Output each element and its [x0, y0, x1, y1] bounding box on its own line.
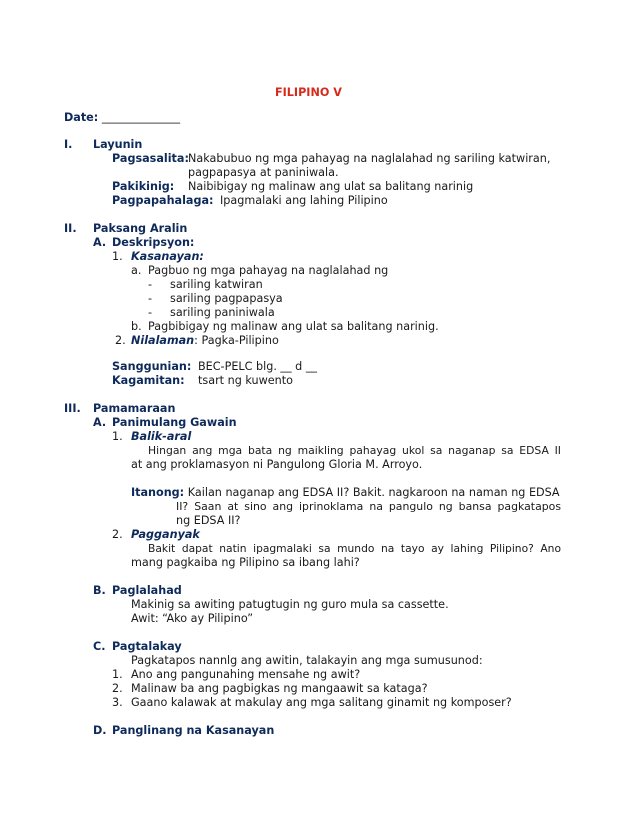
itanong-label: Itanong: [131, 486, 185, 499]
deskripsyon-marker: A. [93, 236, 107, 249]
dash-2: - [148, 292, 153, 305]
section-3-number: III. [64, 402, 81, 415]
pagtalakay-heading: Pagtalakay [112, 640, 182, 653]
paglalahad-text-1: Makinig sa awiting patugtugin ng guro mula sa cassette. [131, 598, 449, 611]
paglalahad-heading: Paglalahad [112, 584, 182, 597]
kasanayan-number: 1. [112, 250, 123, 263]
panglinang-marker: D. [93, 724, 107, 737]
itanong-text-3: ng EDSA II? [176, 514, 241, 527]
balik-aral-text-2: at ang proklamasyon ni Pangulong Gloria M. Arroyo. [131, 458, 423, 471]
dash-1: - [148, 278, 153, 291]
nilalaman-number: 2. [115, 334, 126, 347]
pagganyak-text-2: mang pagkaiba ng Pilipino sa ibang lahi? [131, 556, 360, 569]
pagtalakay-marker: C. [93, 640, 106, 653]
paglalahad-text-2: Awit: “Ako ay Pilipino” [131, 612, 254, 625]
pagsasalita-text-2: pagpapasya at paniniwala. [188, 166, 339, 179]
nilalaman-heading: Nilalaman [131, 334, 195, 347]
question-3-text: Gaano kalawak at makulay ang mga salitang ginamit ng komposer? [131, 696, 512, 709]
panglinang-heading: Panglinang na Kasanayan [112, 724, 275, 737]
kasanayan-heading: Kasanayan: [131, 250, 204, 263]
paglalahad-marker: B. [93, 584, 106, 597]
itanong-line-1 [131, 486, 561, 500]
dash-3: - [148, 306, 153, 319]
pagganyak-heading: Pagganyak [131, 528, 200, 541]
sub-item-pagpapasya: sariling pagpapasya [170, 292, 283, 305]
pakikinig-label: Pakikinig: [112, 180, 175, 193]
section-1-number: I. [64, 138, 73, 151]
question-2-number: 2. [112, 682, 123, 695]
kasanayan-a-text: Pagbuo ng mga pahayag na naglalahad ng [148, 264, 389, 277]
nilalaman-line [131, 334, 279, 348]
section-3-heading: Pamamaraan [93, 402, 176, 415]
section-2-heading: Paksang Aralin [93, 222, 188, 235]
sub-item-paniniwala: sariling paniniwala [170, 306, 275, 319]
question-3-number: 3. [112, 696, 123, 709]
pagpapahalaga-text: Ipagmalaki ang lahing Pilipino [220, 194, 388, 207]
section-2-number: II. [64, 222, 77, 235]
question-1-text: Ano ang pangunahing mensahe ng awit? [131, 668, 361, 681]
date-label: Date: [64, 111, 99, 124]
balik-aral-heading: Balik-aral [131, 430, 192, 443]
itanong-text-1: Kailan naganap ang EDSA II? Bakit. nagkaroon na naman ng EDSA [187, 486, 560, 499]
date-line [64, 111, 180, 125]
question-1-number: 1. [112, 668, 123, 681]
question-2-text: Malinaw ba ang pagbigkas ng mangaawit sa kataga? [131, 682, 428, 695]
nilalaman-text: : Pagka-Pilipino [194, 334, 279, 347]
kasanayan-a-marker: a. [131, 264, 142, 277]
document-title: FILIPINO V [275, 86, 342, 99]
itanong-text-2: II? Saan at sino ang iprinoklama na pangulo ng bansa pagkatapos [176, 500, 561, 513]
kasanayan-b-marker: b. [131, 320, 142, 333]
pagtalakay-text: Pagkatapos nannlg ang awitin, talakayin ang mga sumusunod: [131, 654, 483, 667]
panimulang-heading: Panimulang Gawain [112, 416, 237, 429]
sanggunian-label: Sanggunian: [112, 360, 192, 373]
date-blank: ______________ [101, 111, 181, 124]
sanggunian-text: BEC-PELC blg. __ d __ [198, 360, 318, 373]
balik-aral-text-1: Hingan ang mga bata ng maikling pahayag ukol sa naganap sa EDSA II [148, 444, 561, 457]
deskripsyon-heading: Deskripsyon: [112, 236, 195, 249]
kagamitan-label: Kagamitan: [112, 374, 185, 387]
pagsasalita-label: Pagsasalita: [112, 152, 189, 165]
pagganyak-text-1: Bakit dapat natin ipagmalaki sa mundo na tayo ay lahing Pilipino? Ano [148, 542, 561, 555]
panimulang-marker: A. [93, 416, 107, 429]
pagganyak-number: 2. [112, 528, 123, 541]
pagsasalita-text-1: Nakabubuo ng mga pahayag na naglalahad ng sariling katwiran, [188, 152, 551, 165]
kasanayan-b-text: Pagbibigay ng malinaw ang ulat sa balitang narinig. [148, 320, 439, 333]
sub-item-katwiran: sariling katwiran [170, 278, 263, 291]
pakikinig-text: Naibibigay ng malinaw ang ulat sa balitang narinig [188, 180, 474, 193]
kagamitan-text: tsart ng kuwento [198, 374, 293, 387]
pagpapahalaga-label: Pagpapahalaga: [112, 194, 214, 207]
section-1-heading: Layunin [93, 138, 143, 151]
balik-aral-number: 1. [112, 430, 123, 443]
